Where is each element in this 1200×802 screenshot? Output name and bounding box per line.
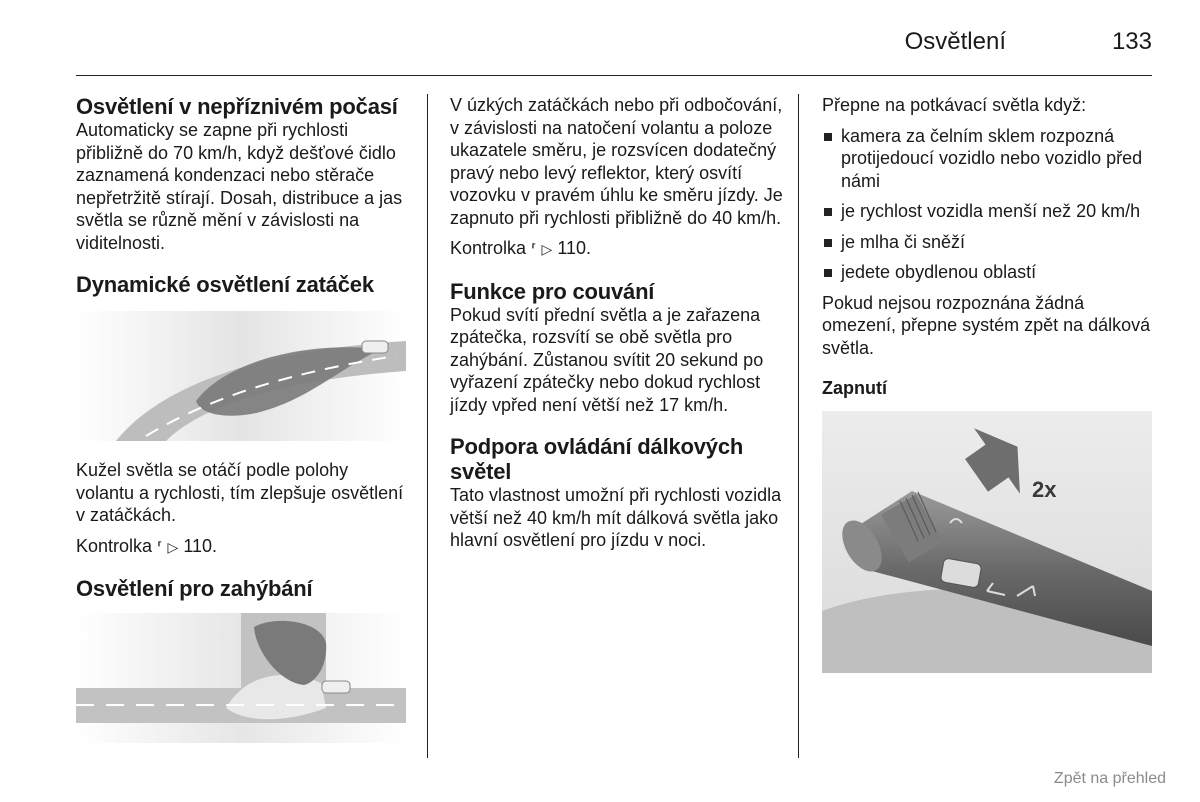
figure-indicator-stalk [822, 411, 1152, 673]
heading-reverse-function: Funkce pro couvání [450, 278, 655, 304]
section-title: Osvětlení [904, 28, 1006, 55]
heading-high-beam-assist: Podpora ovládání dálkových světel [450, 434, 744, 484]
press-twice-label: 2x [1032, 477, 1057, 502]
figure-dynamic-curve-light [76, 311, 406, 441]
paragraph-reverse-function: Pokud svítí přední světla a je zařazena zpátečka, rozsvítí se obě světla pro zahýbání. Zůstanou svítit 20 sekund po vyřazení zpátečky nebo dokud rychlost jízdy vpřed není větší než 17 km/h. [450, 304, 764, 415]
page-reference-arrow-icon: ▷ [541, 241, 553, 257]
paragraph-curve-cone: Kužel světla se otáčí podle polohy volantu a rychlosti, tím zlepšuje osvětlení v zatáčkách. [76, 460, 404, 525]
column-2 [450, 94, 785, 552]
page-header [77, 22, 1152, 74]
paragraph-cornering-desc: V úzkých zatáčkách nebo při odbočování, v závislosti na natočení volantu a poloze ukazatele směru, je rozsvícen dodatečný pravý nebo levý reflektor, který osvítí vozovku v pravém úhlu ke směru jízdy. Je zapnuto při rychlosti přibližně do 40 km/h. [450, 95, 783, 228]
column-1 [76, 94, 406, 743]
indicator-reference: Kontrolka ⸢ ▷ 110. [450, 238, 592, 258]
indicator-reference: Kontrolka ⸢ ▷ 110. [76, 535, 218, 556]
column-divider [798, 94, 799, 758]
paragraph-high-beam-assist: Tato vlastnost umožní při rychlosti vozidla větší než 40 km/h mít dálková světla jako hlavní osvětlení pro jízdu v noci. [450, 485, 782, 550]
headlight-indicator-icon: ⸢ [157, 538, 163, 555]
back-to-overview-link[interactable]: Zpět na přehled [1053, 770, 1166, 787]
headlight-indicator-icon: ⸢ [531, 241, 537, 257]
paragraph-bad-weather: Automaticky se zapne při rychlosti přibližně do 70 km/h, když dešťové čidlo zaznamená kondenzaci nebo stěrače nepřetržitě stírají. Dosah, distribuce a jas světla se různě mění v závislosti na viditelnosti. [76, 120, 403, 253]
header-rule [76, 75, 1152, 76]
list-item: jedete obydlenou oblastí [822, 261, 1157, 284]
paragraph-low-beam-intro: Přepne na potkávací světla když: [822, 95, 1087, 115]
page-number: 133 [1111, 28, 1152, 55]
list-item: kamera za čelním sklem rozpozná protijedoucí vozidlo nebo vozidlo před námi [822, 125, 1157, 193]
heading-cornering-light: Osvětlení pro zahýbání [76, 576, 313, 601]
column-divider [427, 94, 428, 758]
figure-cornering-light [76, 613, 406, 743]
heading-bad-weather: Osvětlení v nepříznivém počasí [76, 94, 398, 119]
heading-activation: Zapnutí [822, 378, 887, 398]
list-item: je rychlost vozidla menší než 20 km/h [822, 200, 1157, 223]
low-beam-conditions-list [822, 125, 1157, 284]
column-3 [822, 94, 1157, 673]
page-reference-arrow-icon: ▷ [167, 538, 179, 555]
heading-dynamic-curve: Dynamické osvětlení zatáček [76, 272, 374, 297]
paragraph-switch-back: Pokud nejsou rozpoznána žádná omezení, přepne systém zpět na dálková světla. [822, 292, 1151, 358]
list-item: je mlha či sněží [822, 231, 1157, 254]
